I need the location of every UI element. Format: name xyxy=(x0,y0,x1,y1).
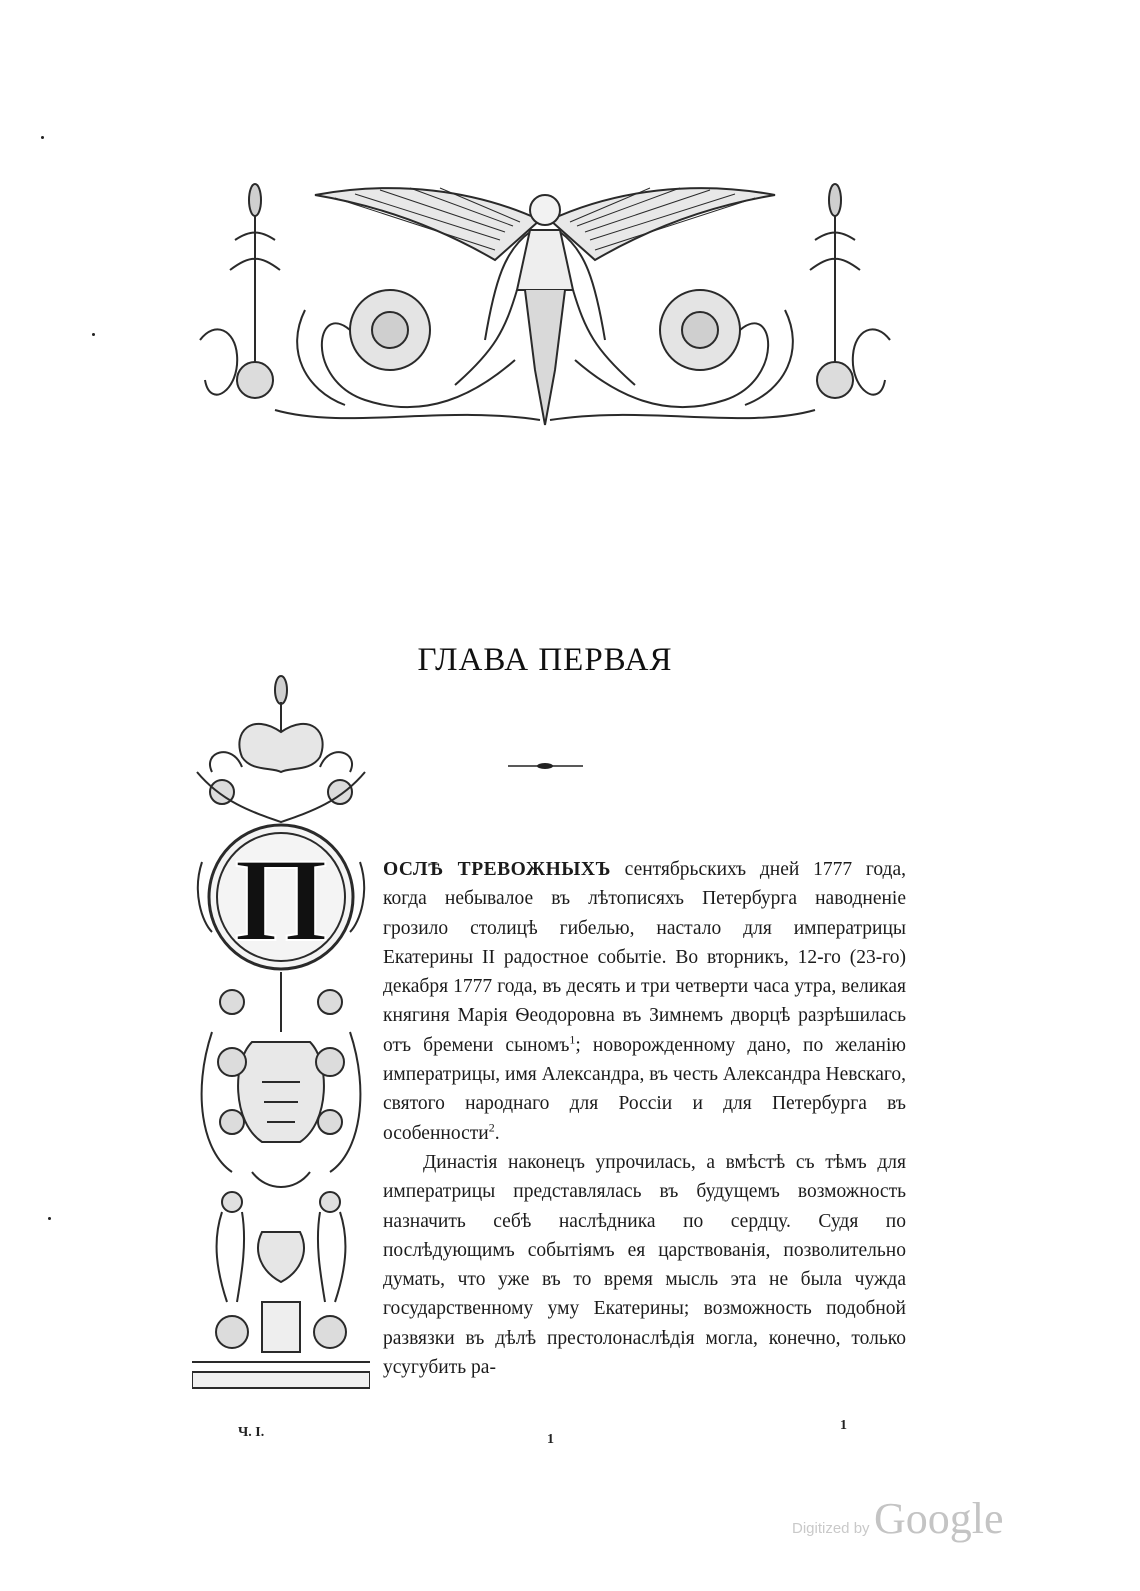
signature-mark: Ч. I. xyxy=(238,1425,265,1440)
paragraph-text: ; новорожденному дано, по желанію императрицы, имя Александра, въ честь Александра Невскаго, святого народнаго для Россіи и для Петербурга въ особенности xyxy=(383,1034,906,1144)
watermark-prefix: Digitized by xyxy=(792,1520,870,1537)
paragraph-text: . xyxy=(494,1122,500,1144)
paragraph: Династія наконецъ упрочилась, а вмѣстѣ съ тѣмъ для императрицы представлялась въ будущемъ возможность назначить себѣ наслѣдника по сердцу. Судя по послѣдующимъ событіямъ ея царствованія, позволительно думать, что уже въ то время мысль эта не была чужда государственному уму Екатерины; возможность подобной развязки въ дѣлѣ престолонаслѣдія могла, конечно, только усугубить ра- xyxy=(383,1151,906,1379)
paragraph xyxy=(383,855,906,1148)
footnote-marker[interactable]: 2 xyxy=(488,1120,495,1135)
scan-speck xyxy=(48,1217,51,1220)
scan-speck xyxy=(41,136,44,139)
body-text xyxy=(383,855,906,1382)
footnote-marker[interactable]: 1 xyxy=(569,1032,576,1047)
drop-cap-letter: П xyxy=(234,833,328,966)
paragraph-lead: ОСЛѢ ТРЕВОЖНЫХЪ xyxy=(383,859,611,880)
paragraph-text: сентябрьскихъ дней 1777 года, когда небывалое въ лѣтописяхъ Петербурга наводненіе грозило столицѣ гибелью, настало для императрицы Екатерины II радостное событіе. Во вторникъ, 12-го (23-го) декабря 1777 года, въ десять и три четверти часа утра, великая княгиня Марія Ѳеодоровна въ Зимнемъ дворцѣ разрѣшилась отъ бремени сыномъ xyxy=(383,859,906,1056)
divider-ornament xyxy=(508,760,583,772)
watermark-brand: Google xyxy=(874,1494,1004,1543)
signature-number: 1 xyxy=(547,1432,554,1447)
chapter-title: ГЛАВА ПЕРВАЯ xyxy=(417,642,673,678)
headpiece-ornament xyxy=(195,180,895,440)
scan-speck xyxy=(92,333,95,336)
digitized-watermark xyxy=(792,1493,1004,1544)
page-number: 1 xyxy=(840,1418,847,1433)
drop-cap-ornament xyxy=(192,672,370,1392)
